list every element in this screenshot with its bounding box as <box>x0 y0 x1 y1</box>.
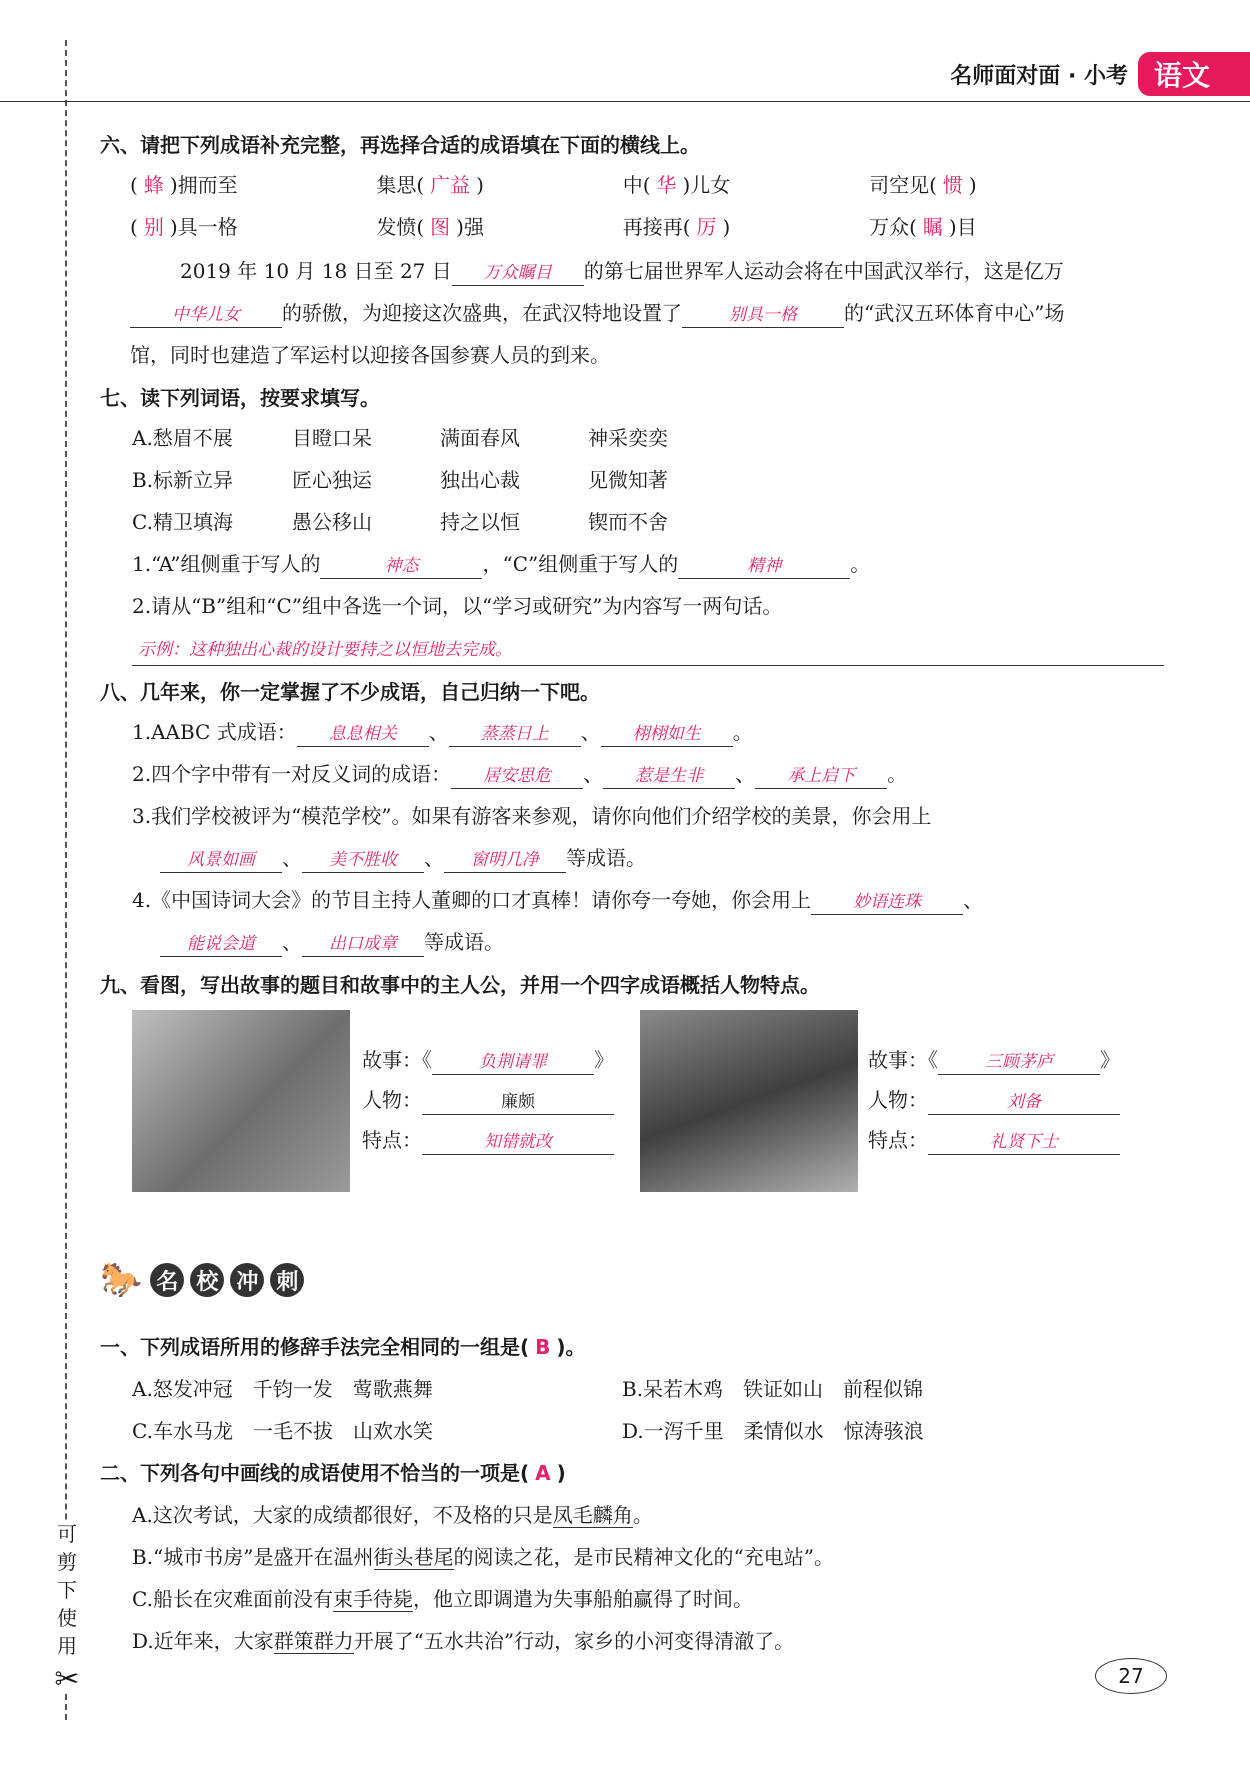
section-6-paragraph-line3: 馆，同时也建造了军运村以迎接各国参赛人员的到来。 <box>130 343 610 367</box>
section-8-title: 八、几年来，你一定掌握了不少成语，自己归纳一下吧。 <box>100 680 600 704</box>
section-7-group-c: C.精卫填海 愚公移山 持之以恒 锲而不舍 <box>132 510 668 534</box>
section-9-title: 九、看图，写出故事的题目和故事中的主人公，并用一个四字成语概括人物特点。 <box>100 973 820 997</box>
section-8-q2: 2.四个字中带有一对反义词的成语： 居安思危 、 惹是生非 、 承上启下 。 <box>132 759 907 789</box>
story-1-answers: 故事：《 负荆请罪 》 人物： 廉颇 特点： 知错就改 <box>362 1040 614 1160</box>
idiom-item: ( 别 )具一格 <box>130 215 238 239</box>
section-8-q3-answers: 风景如画 、 美不胜收 、 窗明几净 等成语。 <box>160 843 646 873</box>
practice-1-options-ab: A.怒发冲冠 千钧一发 莺歌燕舞 B.呆若木鸡 铁证如山 前程似锦 <box>132 1377 924 1401</box>
section-7-group-a: A.愁眉不展 目瞪口呆 满面春风 神采奕奕 <box>132 426 668 450</box>
story-illustration-2 <box>640 1010 858 1192</box>
header-rule <box>0 101 1250 102</box>
practice-2-option-d: D.近年来，大家群策群力开展了“五水共治”行动，家乡的小河变得清澈了。 <box>132 1629 795 1653</box>
section-8-q1: 1.AABC 式成语： 息息相关 、 蒸蒸日上 、 栩栩如生 。 <box>132 717 753 747</box>
story-illustration-1 <box>132 1010 350 1192</box>
idiom-item: 再接再( 厉 ) <box>622 215 731 239</box>
page-number: 27 <box>1095 1658 1167 1694</box>
section-8-q4-answers: 能说会道 、 出口成章 等成语。 <box>160 927 504 957</box>
idiom-item: 司空见( 惯 ) <box>869 173 977 197</box>
scissors-icon: ✂ <box>54 1662 80 1697</box>
section-6-row1 <box>130 170 1069 200</box>
idiom-item: 中( 华 )儿女 <box>622 173 731 197</box>
section-banner: 🐎 名 校 冲 刺 <box>100 1260 310 1300</box>
practice-2-title: 二、下列各句中画线的成语使用不恰当的一项是( A ) <box>100 1461 566 1485</box>
section-7-title: 七、读下列词语，按要求填写。 <box>100 386 380 410</box>
practice-2-option-a: A.这次考试，大家的成绩都很好，不及格的只是凤毛麟角。 <box>132 1503 653 1527</box>
section-8-q3: 3.我们学校被评为“模范学校”。如果有游客来参观，请你向他们介绍学校的美景，你会用上 <box>132 804 932 828</box>
practice-2-option-b: B.“城市书房”是盛开在温州街头巷尾的阅读之花，是市民精神文化的“充电站”。 <box>132 1545 834 1569</box>
book-brand: 名师面对面 · 小考 <box>950 63 1128 89</box>
section-7-q1: 1.“A”组侧重于写人的 神态 ，“C”组侧重于写人的 精神 。 <box>132 549 870 579</box>
mascot-icon: 🐎 <box>100 1260 143 1300</box>
idiom-item: 万众( 瞩 )目 <box>869 215 977 239</box>
practice-2-option-c: C.船长在灾难面前没有束手待毙，他立即调遣为失事船舶赢得了时间。 <box>132 1587 753 1611</box>
cut-line <box>65 40 67 1720</box>
section-7-q2: 2.请从“B”组和“C”组中各选一个词，以“学习或研究”为内容写一两句话。 <box>132 594 783 618</box>
subject-tab: 语文 <box>1138 52 1250 96</box>
idiom-item: 发愤( 图 )强 <box>376 215 484 239</box>
section-6-paragraph-line1: 2019 年 10 月 18 日至 27 日 万众瞩目 的第七届世界军人运动会将在中国武汉举行，这是亿万 <box>180 256 1064 286</box>
idiom-item: 集思( 广益 ) <box>376 173 484 197</box>
story-2-answers: 故事：《 三顾茅庐 》 人物： 刘备 特点： 礼贤下士 <box>868 1040 1120 1160</box>
section-6-row2 <box>130 212 1069 242</box>
section-7-q2-answer: 示例：这种独出心裁的设计要持之以恒地去完成。 <box>132 633 1164 666</box>
practice-1-title: 一、下列成语所用的修辞手法完全相同的一组是( B )。 <box>100 1335 586 1359</box>
section-6-paragraph-line2: 中华儿女 的骄傲，为迎接这次盛典，在武汉特地设置了 别具一格 的“武汉五环体育中心”场 <box>130 298 1064 328</box>
page-header <box>950 52 1250 96</box>
section-6-title: 六、请把下列成语补充完整，再选择合适的成语填在下面的横线上。 <box>100 133 700 157</box>
practice-1-options-cd: C.车水马龙 一毛不拔 山欢水笑 D.一泻千里 柔情似水 惊涛骇浪 <box>132 1419 924 1443</box>
idiom-item: ( 蜂 )拥而至 <box>130 173 238 197</box>
section-7-group-b: B.标新立异 匠心独运 独出心裁 见微知著 <box>132 468 668 492</box>
section-8-q4: 4.《中国诗词大会》的节目主持人董卿的口才真棒！请你夸一夸她，你会用上 妙语连珠 、 <box>132 885 983 915</box>
cut-note: 可 剪 下 使 用 ✂ <box>54 1522 80 1697</box>
